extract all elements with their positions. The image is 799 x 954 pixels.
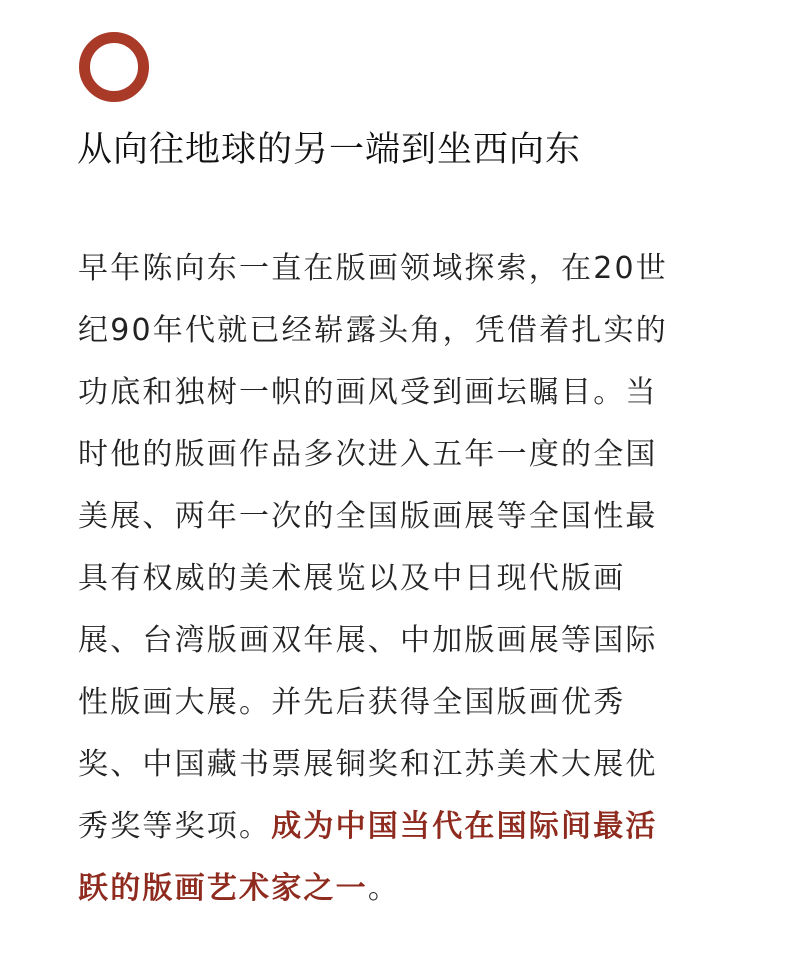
paragraph-line: 美展、两年一次的全国版画展等全国性最 bbox=[78, 499, 658, 534]
paragraph-line: 展、台湾版画双年展、中加版画展等国际 bbox=[78, 623, 658, 658]
plain-text: 。 bbox=[367, 871, 401, 906]
paragraph-line bbox=[78, 796, 728, 858]
paragraph-line: 早年陈向东一直在版画领域探索，在20世 bbox=[78, 251, 668, 286]
emphasis-text: 跃的版画艺术家之一 bbox=[78, 871, 368, 906]
paragraph-line: 时他的版画作品多次进入五年一度的全国 bbox=[78, 437, 658, 472]
emphasis-text: 成为中国当代在国际间最活 bbox=[271, 809, 658, 844]
article-paragraph bbox=[78, 238, 728, 920]
paragraph-line: 纪90年代就已经崭露头角，凭借着扎实的 bbox=[78, 313, 668, 348]
plain-text: 秀奖等奖项。 bbox=[78, 809, 272, 844]
paragraph-line bbox=[78, 858, 728, 920]
ring-icon bbox=[79, 32, 149, 102]
paragraph-line: 功底和独树一帜的画风受到画坛瞩目。当 bbox=[78, 375, 658, 410]
paragraph-line: 奖、中国藏书票展铜奖和江苏美术大展优 bbox=[78, 747, 658, 782]
section-heading: 从向往地球的另一端到坐西向东 bbox=[77, 130, 582, 170]
paragraph-line: 具有权威的美术展览以及中日现代版画 bbox=[78, 561, 626, 596]
paragraph-line: 性版画大展。并先后获得全国版画优秀 bbox=[78, 685, 626, 720]
